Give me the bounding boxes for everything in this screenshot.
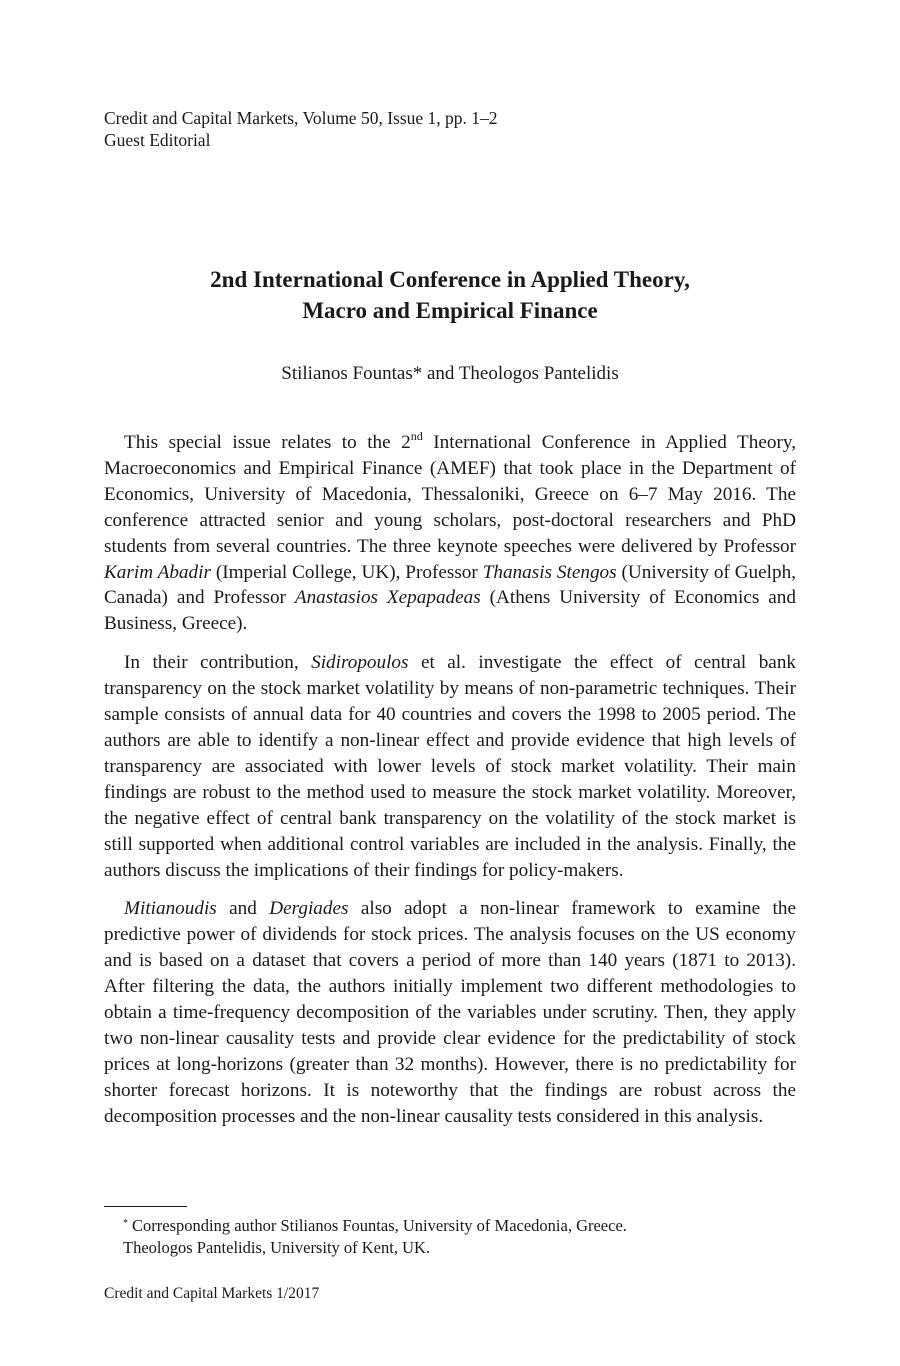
p1-text-c: (Imperial College, UK), Professor — [210, 561, 483, 583]
p1-text-b: International Conference in Applied Theory, Macroeconomics and Empirical Finance (AMEF) that took place in the Department of Economics, University of Macedonia, Thessaloniki, Greece on 6–7 May 2016. The conference attracted senior and young scholars, post-doctoral researchers and PhD students from several countries. The three keynote speeches were delivered by Professor — [104, 432, 796, 557]
footnote-line-1 — [123, 1215, 783, 1237]
p3-text-a: and — [216, 898, 270, 920]
p1-text-e: (Athens University of Economics and Business, Greece). — [104, 587, 796, 635]
footnote-line-2: Theologos Pantelidis, University of Kent, UK. — [123, 1238, 431, 1257]
author-joiner: and — [422, 363, 459, 384]
p3-name-mitianoudis: Mitianoudis — [124, 898, 217, 920]
p3-name-dergiades: Dergiades — [269, 898, 349, 920]
footnote-rule — [104, 1206, 187, 1207]
author-1: Stilianos Fountas — [281, 363, 413, 384]
paragraph-2 — [104, 650, 796, 883]
author-2: Theologos Pantelidis — [458, 363, 619, 384]
article-body — [104, 430, 796, 1143]
paragraph-1 — [104, 430, 796, 637]
footnote-text-1: Corresponding author Stilianos Fountas, University of Macedonia, Greece. — [132, 1216, 627, 1235]
title-line-2: Macro and Empirical Finance — [302, 298, 598, 323]
p1-ordinal-sup: nd — [410, 429, 423, 443]
author-1-footnote-mark: * — [412, 363, 423, 384]
title-line-1: 2nd International Conference in Applied Theory, — [210, 267, 690, 292]
p1-name-abadir: Karim Abadir — [104, 561, 211, 583]
p2-text-a: In their contribution, — [124, 652, 312, 674]
section-label: Guest Editorial — [104, 130, 211, 150]
footnote — [123, 1215, 783, 1259]
page-footer: Credit and Capital Markets 1/2017 — [104, 1285, 320, 1302]
paragraph-3 — [104, 896, 796, 1129]
p1-name-stengos: Thanasis Stengos — [482, 561, 617, 583]
journal-header — [104, 107, 498, 151]
p1-text-a: This special issue relates to the 2 — [124, 432, 411, 453]
p1-text-d: (University of Guelph, Canada) and Professor — [104, 561, 796, 609]
footnote-mark: * — [123, 1218, 128, 1229]
p1-name-xepapadeas: Anastasios Xepapadeas — [294, 587, 481, 609]
journal-citation: Credit and Capital Markets, Volume 50, Issue 1, pp. 1–2 — [104, 108, 498, 128]
p3-text-b: also adopt a non-linear framework to examine the predictive power of dividends for stock prices. The analysis focuses on the US economy and is based on a dataset that covers a period of more than 140 years (1871 to 2013). After filtering the data, the authors initially implement two different methodologies to obtain a time-frequency decomposition of the variables under scrutiny. Then, they apply two non-linear causality tests and provide clear evidence for the predictability of stock prices at long-horizons (greater than 32 months). However, there is no predictability for shorter forecast horizons. It is noteworthy that the findings are robust across the decomposition processes and the non-linear causality tests considered in this analysis. — [104, 898, 796, 1127]
p2-text-b: et al. investigate the effect of central bank transparency on the stock market volatility by means of non-parametric techniques. Their sample consists of annual data for 40 countries and covers the 1998 to 2005 period. The authors are able to identify a non-linear effect and provide evidence that high levels of transparency are associated with lower levels of stock market volatility. Their main findings are robust to the method used to measure the stock market volatility. Moreover, the negative effect of central bank transparency on the volatility of the stock market is still supported when additional control variables are included in the analysis. Finally, the authors discuss the implications of their findings for policy-makers. — [104, 652, 797, 881]
p2-name-sidiropoulos: Sidiropoulos — [311, 652, 409, 674]
author-line — [104, 361, 796, 387]
article-title — [104, 264, 796, 326]
